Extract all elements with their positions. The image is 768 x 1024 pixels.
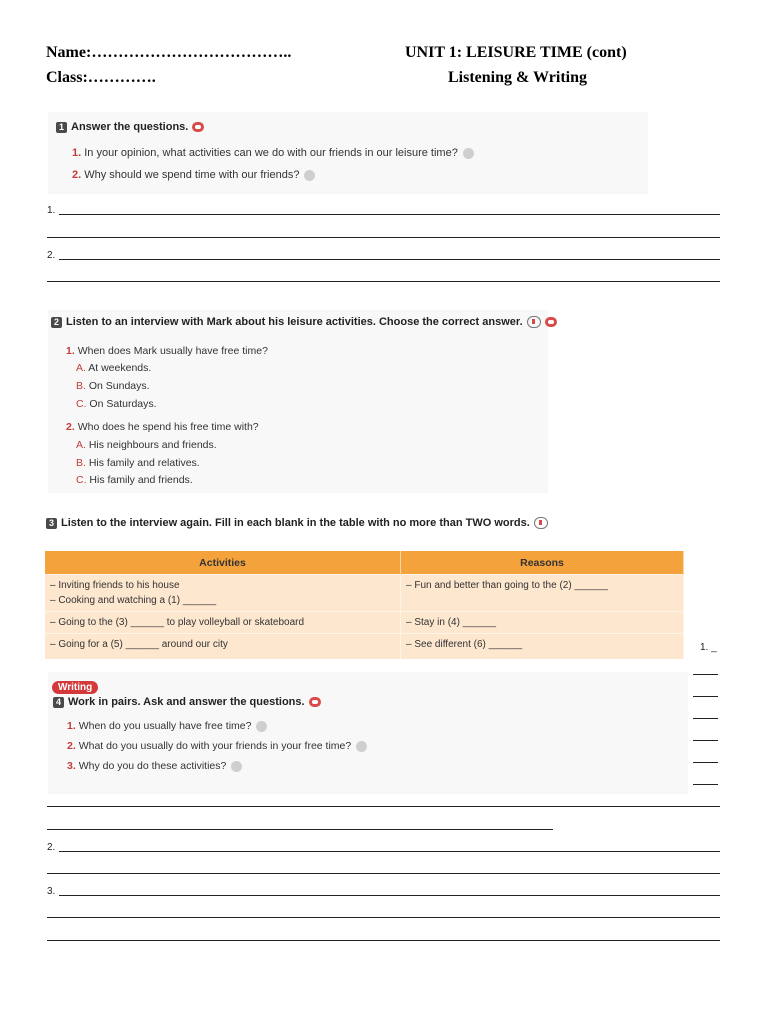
answer-line[interactable] bbox=[47, 806, 720, 807]
table-header-activities: Activities bbox=[45, 551, 401, 575]
speak-icon bbox=[304, 170, 315, 181]
task2-title bbox=[51, 316, 557, 328]
speak-icon bbox=[231, 761, 242, 772]
table-cell-reason[interactable]: – See different (6) ______ bbox=[401, 634, 684, 659]
table-cell-activity[interactable]: – Going for a (5) ______ around our city bbox=[45, 634, 401, 659]
option[interactable]: B. His family and relatives. bbox=[76, 457, 200, 469]
speak-icon bbox=[356, 741, 367, 752]
answer-line[interactable] bbox=[693, 762, 718, 763]
task2-question-1: 1. When does Mark usually have free time? bbox=[66, 345, 268, 357]
audio-icon bbox=[527, 316, 541, 328]
table-row bbox=[45, 634, 684, 659]
answer-label-3: 3. bbox=[47, 886, 56, 897]
answer-line[interactable] bbox=[59, 214, 720, 215]
answer-line[interactable] bbox=[47, 873, 720, 874]
task4-question-2: 2. What do you usually do with your friends in your free time? bbox=[67, 740, 367, 752]
task1-title-text: Answer the questions. bbox=[71, 121, 189, 133]
table-row bbox=[45, 612, 684, 634]
page-subtitle: Listening & Writing bbox=[448, 69, 587, 86]
pair-work-icon bbox=[309, 697, 321, 707]
task2-number: 2 bbox=[51, 317, 62, 328]
task4-question-1: 1. When do you usually have free time? bbox=[67, 720, 267, 732]
name-field: Name:……………………………….. bbox=[46, 44, 292, 61]
task4-question-3: 3. Why do you do these activities? bbox=[67, 760, 242, 772]
answer-line[interactable] bbox=[47, 917, 720, 918]
task4-title-text: Work in pairs. Ask and answer the questions. bbox=[68, 696, 305, 708]
task1-number: 1 bbox=[56, 122, 67, 133]
side-answer-label: 1. _ bbox=[700, 642, 717, 653]
task3-title-text: Listen to the interview again. Fill in each blank in the table with no more than TWO words. bbox=[61, 517, 530, 529]
answer-line[interactable] bbox=[59, 259, 720, 260]
task2-question-2: 2. Who does he spend his free time with? bbox=[66, 421, 259, 433]
table-cell-activity[interactable]: – Going to the (3) ______ to play volleyball or skateboard bbox=[45, 612, 401, 634]
task3-number: 3 bbox=[46, 518, 57, 529]
answer-label-2: 2. bbox=[47, 250, 56, 261]
task4-number: 4 bbox=[53, 697, 64, 708]
answer-line[interactable] bbox=[47, 281, 720, 282]
option[interactable]: C. On Saturdays. bbox=[76, 398, 157, 410]
unit-title: UNIT 1: LEISURE TIME (cont) bbox=[405, 44, 627, 61]
table-cell-reason[interactable]: – Stay in (4) ______ bbox=[401, 612, 684, 634]
answer-line[interactable] bbox=[47, 940, 720, 941]
fill-in-table bbox=[45, 551, 684, 659]
pair-work-icon bbox=[192, 122, 204, 132]
option[interactable]: A. At weekends. bbox=[76, 362, 152, 374]
answer-line[interactable] bbox=[59, 851, 720, 852]
answer-label-2: 2. bbox=[47, 842, 56, 853]
task2-title-text: Listen to an interview with Mark about his leisure activities. Choose the correct answer. bbox=[66, 316, 523, 328]
option[interactable]: B. On Sundays. bbox=[76, 380, 150, 392]
pair-work-icon bbox=[545, 317, 557, 327]
answer-line[interactable] bbox=[693, 718, 718, 719]
answer-line[interactable] bbox=[47, 829, 553, 830]
speak-icon bbox=[463, 148, 474, 159]
writing-badge: Writing bbox=[52, 677, 98, 695]
speak-icon bbox=[256, 721, 267, 732]
task3-title bbox=[46, 517, 548, 529]
table-cell-reason[interactable]: – Fun and better than going to the (2) ______ bbox=[401, 575, 684, 612]
task4-panel bbox=[48, 672, 688, 794]
answer-line[interactable] bbox=[693, 740, 718, 741]
answer-line[interactable] bbox=[693, 696, 718, 697]
class-field: Class:…………. bbox=[46, 69, 156, 86]
option[interactable]: A. His neighbours and friends. bbox=[76, 439, 217, 451]
answer-line[interactable] bbox=[47, 237, 720, 238]
task1-title bbox=[56, 121, 204, 133]
answer-line[interactable] bbox=[693, 674, 718, 675]
table-row bbox=[45, 575, 684, 612]
table-cell-activity: – Inviting friends to his house – Cooking and watching a (1) ______ bbox=[45, 575, 401, 612]
option[interactable]: C. His family and friends. bbox=[76, 474, 193, 486]
answer-label-1: 1. bbox=[47, 205, 56, 216]
task1-question-1: 1. In your opinion, what activities can we do with our friends in our leisure time? bbox=[72, 147, 474, 159]
answer-line[interactable] bbox=[693, 784, 718, 785]
answer-line[interactable] bbox=[59, 895, 720, 896]
table-header-reasons: Reasons bbox=[401, 551, 684, 575]
audio-icon bbox=[534, 517, 548, 529]
task1-question-2: 2. Why should we spend time with our friends? bbox=[72, 169, 315, 181]
task4-title bbox=[53, 696, 321, 708]
